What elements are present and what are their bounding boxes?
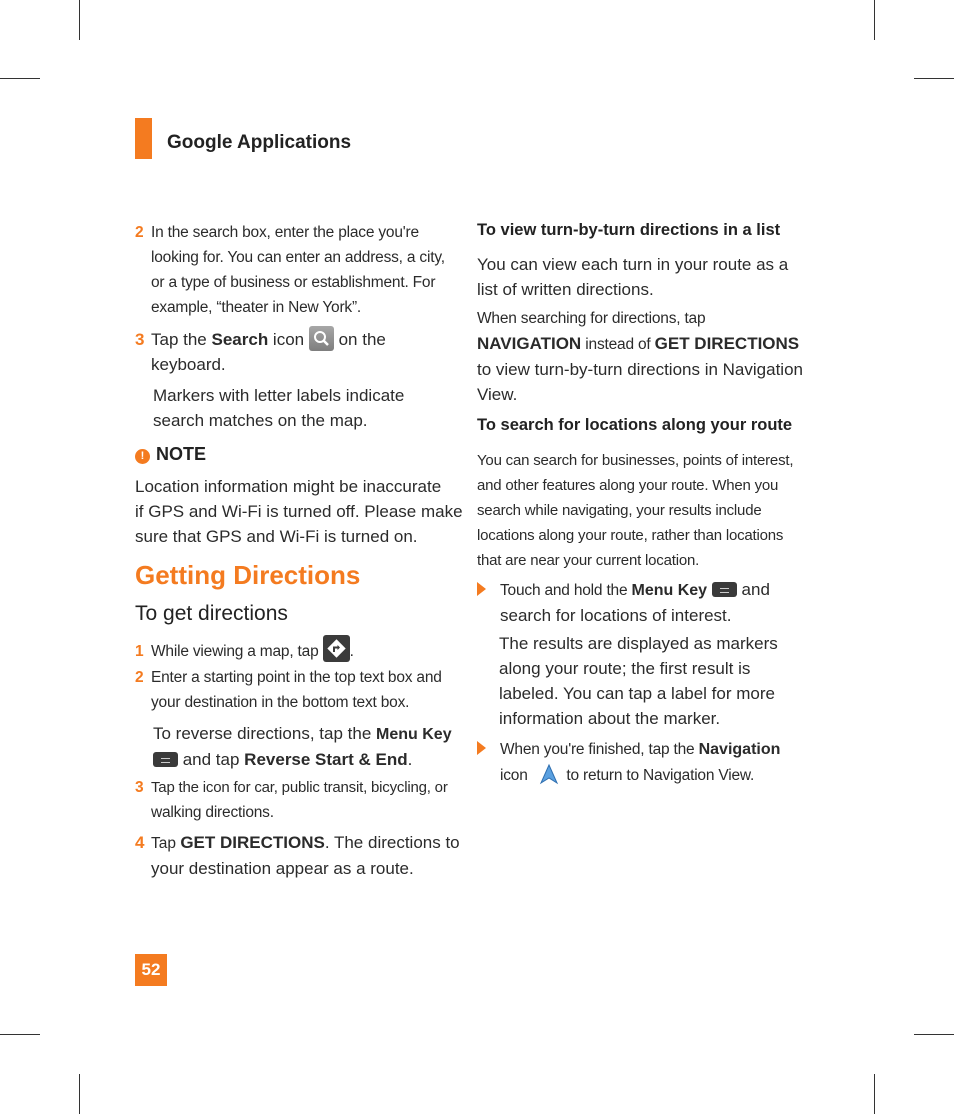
step-number: 4 <box>135 833 145 852</box>
paragraph-line: Markers with letter labels indicate <box>153 386 405 405</box>
warning-icon: ! <box>135 449 150 464</box>
crop-mark <box>79 1074 80 1114</box>
step-text: your destination in the bottom text box. <box>151 694 410 711</box>
step-text: Tap the icon for car, public transit, bicycling, or <box>151 779 448 796</box>
paragraph-line: The results are displayed as markers <box>499 634 778 653</box>
direction-step-1 <box>135 635 455 664</box>
crop-mark <box>914 1034 954 1035</box>
bullet-navigation <box>477 736 807 792</box>
paragraph-text: To reverse directions, tap the <box>153 724 377 743</box>
paragraph-view-turns <box>477 252 807 302</box>
paragraph-line: You can view each turn in your route as a <box>477 255 789 274</box>
step-text: keyboard. <box>151 355 226 374</box>
paragraph-line: locations along your route, rather than locations <box>477 527 784 544</box>
step-text: . The directions to <box>324 833 460 852</box>
step-text: or a type of business or establishment. For <box>151 274 436 291</box>
bullet-text: icon <box>500 767 528 784</box>
step-text: Tap the <box>151 330 212 349</box>
note-line: sure that GPS and Wi-Fi is turned on. <box>135 527 418 546</box>
page-number: 52 <box>135 954 167 986</box>
menu-key-label: Menu Key <box>376 726 452 743</box>
menu-key-label: Menu Key <box>631 582 708 599</box>
step-number: 2 <box>135 224 144 241</box>
paragraph-line: information about the marker. <box>499 709 721 728</box>
paragraph-line: View. <box>477 385 518 404</box>
crop-mark <box>874 0 875 40</box>
step-number: 3 <box>135 779 144 796</box>
reverse-directions <box>135 721 463 772</box>
step-text: icon <box>268 330 305 349</box>
paragraph-text: . <box>407 750 413 769</box>
crop-mark <box>79 0 80 40</box>
navigation-arrow-icon <box>538 763 560 792</box>
step-text: Enter a starting point in the top text box and <box>151 669 442 686</box>
paragraph-line: that are near your current location. <box>477 552 700 569</box>
paragraph-line: search while navigating, your results include <box>477 502 762 519</box>
navigation-label: Navigation <box>698 741 781 758</box>
direction-step-4 <box>135 830 460 881</box>
header-accent-bar <box>135 118 152 159</box>
bullet-text: search for locations of interest. <box>500 606 732 625</box>
get-directions-label: GET DIRECTIONS <box>654 334 800 353</box>
directions-icon <box>323 635 350 662</box>
paragraph-line: labeled. You can tap a label for more <box>499 684 775 703</box>
note-line: if GPS and Wi-Fi is turned off. Please make <box>135 502 463 521</box>
bullet-text: to return to Navigation View. <box>566 767 755 784</box>
crop-mark <box>0 78 40 79</box>
step-text: on the <box>333 330 386 349</box>
paragraph-line: and other features along your route. When you <box>477 477 779 494</box>
bullet-text: and <box>736 580 770 599</box>
bullet-menu-key <box>477 577 807 628</box>
step-number: 1 <box>135 643 144 660</box>
step-number: 3 <box>135 330 145 349</box>
step-number: 2 <box>135 669 144 686</box>
step-text: Tap <box>151 835 181 852</box>
paragraph-line: list of written directions. <box>477 280 654 299</box>
step-text: your destination appear as a route. <box>151 859 414 878</box>
paragraph-line: along your route; the first result is <box>499 659 751 678</box>
note-label: NOTE <box>156 444 207 464</box>
search-icon <box>309 326 334 351</box>
step-text: looking for. You can enter an address, a city, <box>151 249 445 266</box>
menu-key-icon <box>712 582 737 597</box>
paragraph-line: to view turn-by-turn directions in Navigation <box>477 360 803 379</box>
header-title: Google Applications <box>167 132 352 153</box>
markers-paragraph <box>135 383 453 433</box>
reverse-label: Reverse Start & End <box>244 750 408 769</box>
direction-step-3 <box>135 775 460 825</box>
get-directions-label: GET DIRECTIONS <box>180 833 325 852</box>
note-body <box>135 474 465 549</box>
note-heading <box>135 444 455 465</box>
note-line: Location information might be inaccurate <box>135 477 442 496</box>
step-text: While viewing a map, tap <box>151 643 319 660</box>
step-text: example, “theater in New York”. <box>151 299 362 316</box>
paragraph-navigation <box>477 306 807 407</box>
paragraph-line: search matches on the map. <box>153 411 368 430</box>
bullet-text: When you're finished, tap the <box>500 741 699 758</box>
step-text: . <box>349 643 354 660</box>
bullet-arrow-icon <box>477 582 486 596</box>
search-label: Search <box>211 330 269 349</box>
direction-step-2 <box>135 665 455 715</box>
paragraph-line: When searching for directions, tap <box>477 310 706 327</box>
step-3 <box>135 326 455 377</box>
subsection-title: To get directions <box>135 602 288 625</box>
paragraph-text: instead of <box>581 336 655 353</box>
heading-search-route: To search for locations along your route <box>477 416 793 434</box>
paragraph-text: and tap <box>178 750 245 769</box>
crop-mark <box>914 78 954 79</box>
heading-turn-by-turn: To view turn-by-turn directions in a list <box>477 221 781 239</box>
step-2 <box>135 220 455 320</box>
paragraph-search-route <box>477 448 807 573</box>
bullet-arrow-icon <box>477 741 486 755</box>
navigation-label: NAVIGATION <box>477 334 582 353</box>
menu-key-icon <box>153 752 178 767</box>
step-text: walking directions. <box>151 804 274 821</box>
step-text: In the search box, enter the place you're <box>151 224 419 241</box>
section-title: Getting Directions <box>135 560 361 590</box>
crop-mark <box>874 1074 875 1114</box>
crop-mark <box>0 1034 40 1035</box>
bullet-text: Touch and hold the <box>500 582 632 599</box>
paragraph-line: You can search for businesses, points of interest, <box>477 452 794 469</box>
paragraph-results <box>477 631 799 731</box>
